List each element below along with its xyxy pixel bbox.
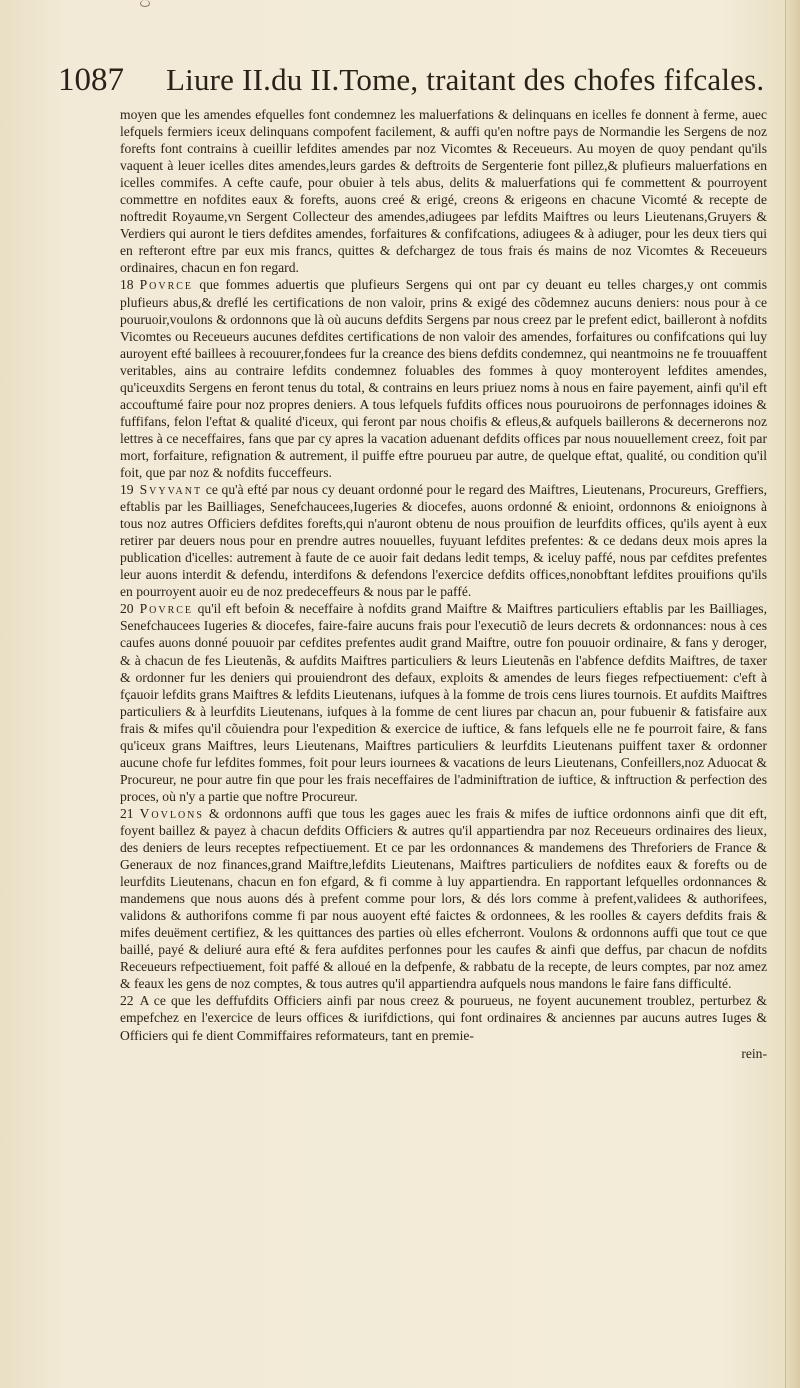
paper-mark: [140, 0, 150, 7]
paragraph-text: ce qu'à efté par nous cy deuant ordonné pour le regard des Maiftres, Lieutenans, Procureurs, Greffiers, eftablis par les Bailliages, Senefchaucees,Iugeries & diocefes, auons ordonné & enioint, ordonnons & enioignons à tous noz autres Officiers defdites forefts,qui n'auront obtenu de nous prouifion de leurfdits offices, qu'ils ayent à eux retirer par deuers nous pour en prendre autres nouuelles, fuyuant lefdites prefentes: & ce dedans deux mois apres la publication d'icelles: autrement à faute de ce auoir fait dedans ledit temps, & iceluy paffé, nous par cefdites prefentes leur auons interdit & defendu, interdifons & defendons l'exercice defdits offices,nonobftant lefdites prouifions qu'ils en pourroyent auoir eu de noz predeceffeurs & nous par le paffé.: [120, 482, 767, 600]
paragraph-number: 18: [120, 277, 134, 293]
page-number: 1087: [58, 62, 124, 98]
paragraph-number: 19: [120, 482, 134, 498]
page-edge: [785, 0, 800, 1388]
paragraph-text: que fommes aduertis que plufieurs Sergens qui ont par cy deuant eu telles charges,y ont commis plufieurs abus,& dreflé les certifications de non valoir, prins & exigé des cõdemnez aucuns deniers: nous pour à ce pouruoir,voulons & ordonnons que là où aucuns defdits Sergens par nous creez par le prefent edict, bailleront à nofdits Vicomtes ou Receueurs aucunes defdites certifications de non valoir des amendes, forfaitures ou confifcations qui luy auroyent efté baillees à recouurer,fondees fur la creance des biens defdits condemnez, qui neantmoins ne fe trouuaffent veritables, ains au contraire lefdits condemnez foluables des fommes à quoy monteroyent lefdites amendes, qu'iceuxdits Sergens en feront tenus du total, & contrains en leurs priuez noms à nous en faire payement, ainfi qu'il eft accouftumé faire pour noz propres deniers. A tous lefquels fufdits offices nous pouruoirons de perfonnages idoines & fuffifans, felon l'eftat & qualité d'iceux, qui feront par nous choifis & efleus,& aufquels baillerons & decernerons noz lettres à ce neceffaires, fans que par cy apres la vacation aduenant defdits offices par nous nouuellement creez, foit par mort, forfaiture, refignation & autrement, il puiffe eftre pourueu par autre, de quelque eftat, qualité, ou condition qu'il foit, que par noz & nofdits fucceffeurs.: [120, 277, 767, 480]
page-header: [58, 62, 778, 106]
paragraph-lead: Vovlons: [139, 805, 204, 821]
paragraph-number: 20: [120, 601, 134, 617]
paragraph-text: & ordonnons auffi que tous les gages auec les frais & mifes de iuftice ordonnons ainfi que dit eft, foyent baillez & payez à chacun defdits Officiers & autres qu'il appartiendra par noz Receueurs ordinaires des lieux, des deniers de leurs receptes refpectiuement. Et ce par les ordonnances & mandemens des Threforiers de France & Generaux de noz finances,grand Maiftre,lefdits Lieutenans, Maiftres particuliers de nofdites eaux & forefts ou de leurfdits Lieutenans, chacun en fon efgard, & fi comme à luy appartiendra. En rapportant lefquelles ordonnances & mandemens que nous auons dés à prefent comme pour lors, & dés lors comme à prefent,validees & authorifees, validons & authorifons comme fi par nous auoyent efté faictes & ordonnees, & les roolles & cayers defdits frais & mifes deuëment certifiez, & les quittances des parties où elles efcherront. Voulons & ordonnons auffi que tout ce que baillé, payé & deliuré aura efté & fera aufdites perfonnes pour les caufes & ainfi que deffus, par chacun de nofdits Receueurs refpectiuement, foit paffé & alloué en la defpenfe, & rabbatu de la recepte, de leurs comptes, par noz amez & feaux les gens de noz comptes, & tous autres qu'il appartiendra aufquels nous mandons le faire fans difficulté.: [120, 805, 767, 992]
paragraph: [120, 106, 767, 276]
paragraph-lead: Povrce: [139, 277, 194, 293]
paragraph-19: [120, 481, 767, 600]
paragraph-text: A ce que les deffufdits Officiers ainfi par nous creez & pourueus, ne foyent aucunement troublez, perturbez & empefchez en l'exercice de leurs offices & iurifdictions, qui font ordinaires & anciennes par aucuns autres Iuges & Officiers qui fe dient Commiffaires reformateurs, tant en premie-: [120, 993, 767, 1043]
paragraph-21: [120, 805, 767, 993]
paragraph-lead: Svyvant: [139, 482, 203, 498]
catchword: rein-: [741, 1045, 767, 1061]
paragraph-number: 21: [120, 805, 134, 821]
paragraph-text: qu'il eft befoin & neceffaire à nofdits grand Maiftre & Maiftres particuliers eftablis par les Bailliages, Senefchaucees Iugeries & diocefes, faire-faire aucuns frais pour l'executiõ de leurs decrets & ordonnances: nous à ces caufes auons donné pouuoir par cefdites prefentes audit grand Maiftre, outre fon pouuoir ordinaire, & fans y deroger, & à chacun de fes Lieutenãs, & aufdits Maiftres particuliers & leurs Lieutenãs en l'abfence defdits Maiftres, de taxer & ordonner fur les deniers qui prouiendront des defaux, exploits & amendes de leurs fieges refpectiuement: c'eft à fçauoir lefdits grans Maiftres & lefdits Lieutenans, iufques à la fomme de trois cens liures tournois. Et aufdits Maiftres particuliers & à leurfdits Lieutenans, iufques à la fomme de cent liures par chacun an, pour fubuenir & fatisfaire aux frais & mifes qu'il cõuiendra pour l'expedition & exercice de iuftice, & fans lefquels elle ne fe pourroit faire, & fans qu'iceux grans Maiftres, leurs Lieutenans, Maiftres particuliers & leurfdits Lieutenans puiffent taxer & ordonner aucune chofe fur lefdites fommes, foit pour leurs iournees & vacations de leurs Lieutenans, Confeillers,noz Aduocat & Procureur, ne pour autre fin que pour les frais neceffaires de l'adminiftration de iuftice, & inftruction & perfection des proces, où n'y a partie que noftre Procureur.: [120, 601, 767, 804]
body-text: [120, 106, 767, 1062]
paragraph-lead: Povrce: [139, 601, 194, 617]
running-title: Liure II.du II.Tome, traitant des chofes fifcales.: [166, 62, 765, 97]
paragraph-22: [120, 992, 767, 1043]
paragraph-text: moyen que les amendes efquelles font condemnez les maluerfations & delinquans en icelles fe donnent à ferme, auec lefquels fermiers iceux delinquans compofent facilement, & auffi qu'en noftre pays de Normandie les Sergens de noz forefts font contrains à cueillir lefdites amendes par noz Vicomtes & Receueurs. Au moyen de quoy pendant qu'ils vaquent à leuer icelles dites amendes,leurs gardes & deftroits de Sergenterie font pillez,& plufieurs maluerfations en icelles commifes. A cefte caufe, pour obuier à tels abus, delits & maluerfations qui fe commettent & pourroyent commettre en nofdites eaux & forefts, auons creé & erigé, creons & erigeons en chacune Vicomté & recepte de noftredit Royaume,vn Sergent Collecteur des amendes,adiugees par lefdits Maiftres ou leurs Lieutenans,Gruyers & Verdiers qui auront le tiers defdites amendes, forfaitures & confifcations, adiugees & à adiuger, pour les deux tiers qui en refteront eftre par eux mis francs, quittes & defchargez de tous frais és mains de noz Vicomtes & Receueurs ordinaires, chacun en fon regard.: [120, 107, 767, 276]
paragraph-20: [120, 600, 767, 805]
paragraph-number: 22: [120, 993, 134, 1009]
paragraph-18: [120, 276, 767, 481]
